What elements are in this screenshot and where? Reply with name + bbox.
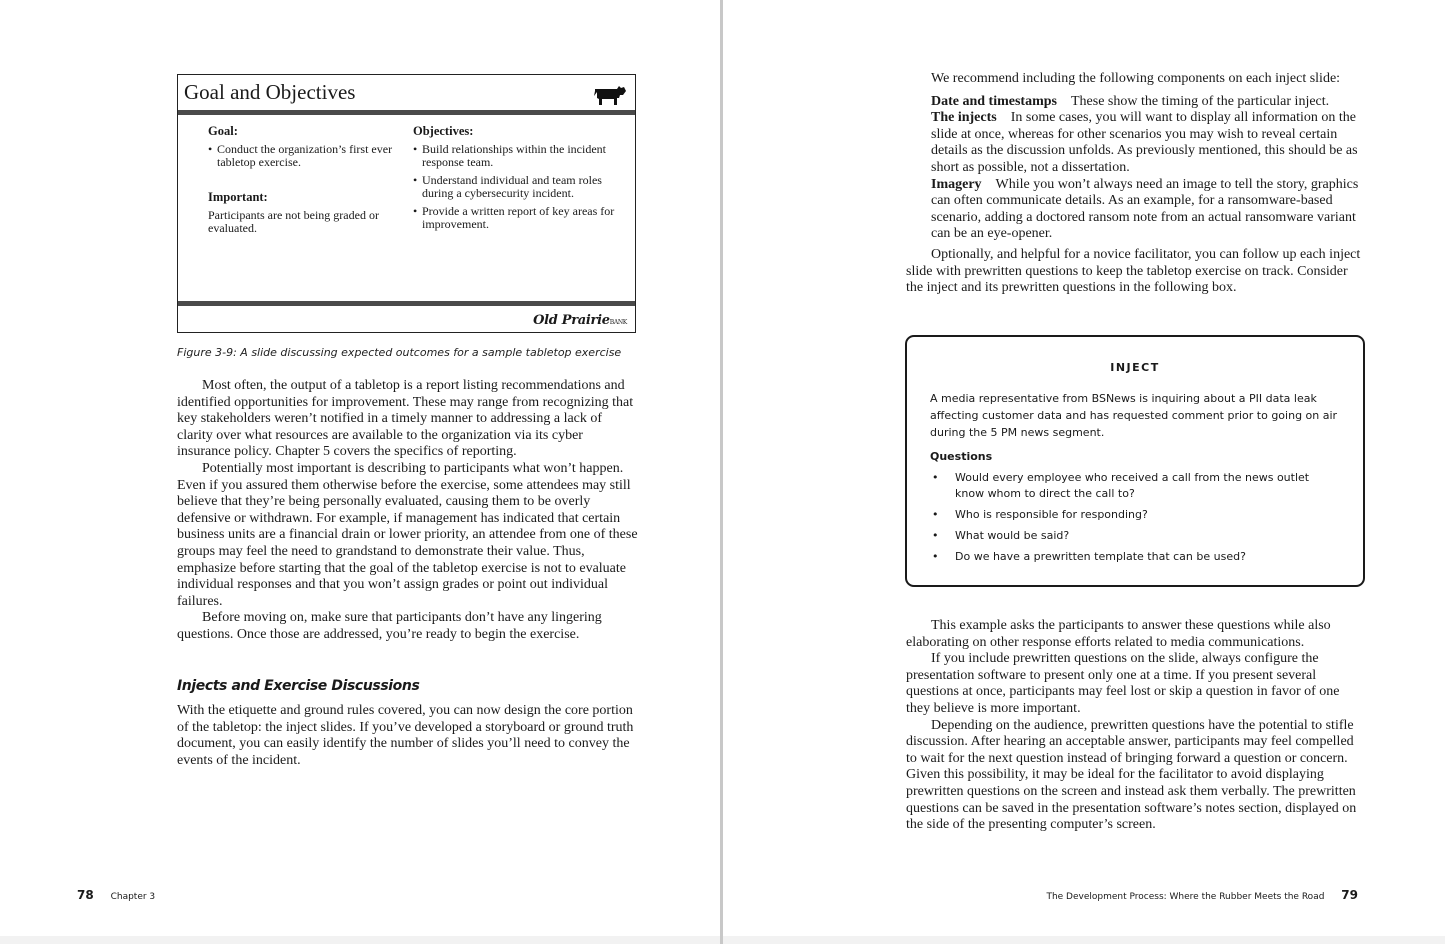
objective-item: • Build relationships within the incident response team. [413,143,623,169]
paragraph: Depending on the audience, prewritten questions have the potential to stifle discussion. After hearing an acceptable answer, participants may feel compelled to wait for the next question instead of bringing forward a question or concern. Given this possibility, it may be ideal for the facilitator to avoid displaying prewritten questions on the screen and instead ask them verbally. The prewritten questions can be saved in the presentation software’s notes section, displayed on the side of the presenting computer’s screen. [906,717,1357,833]
paragraph: Before moving on, make sure that participants don’t have any lingering questions. Once those are addressed, you’re ready to begin the exercise. [177,610,602,642]
paragraph: Potentially most important is describing to participants what won’t happen. Even if you assured them otherwise before the exercise, some attendees may still believe that they’re being personally evaluated, causing them to be overly defensive or withdrawn. For example, if management has indicated that certain business units are a financial drain or lower priority, an attendee from one of these groups may feel the need to grandstand to demonstrate their value. Thus, emphasize before starting that the goal of the tabletop exercise is not to evaluate individual responses and that you won’t assign grades or point out individual failures. [177,460,638,609]
section-body-text [177,703,639,769]
component-imagery [906,177,1366,243]
paragraph: Most often, the output of a tabletop is a report listing recommendations and identified opportunities for improvement. These may range from recognizing that key stakeholders weren’t notified in a timely manner to addressing a lack of clarity over what resources are available to the organization via its cyber insurance policy. Chapter 5 covers the specifics of reporting. [177,378,634,460]
component-text: While you won’t always need an image to tell the story, graphics can often communicate details. As an example, for a ransomware-based scenario, adding a doctored ransom note from an actual ransomware variant can be an eye-opener. [931,176,1359,242]
goal-item: • Conduct the organization’s first ever tabletop exercise. [208,143,398,169]
important-text: Participants are not being graded or evaluated. [208,208,379,235]
section-heading: Injects and Exercise Discussions [177,678,420,694]
slide-title: Goal and Objectives [184,80,356,104]
paragraph: This example asks the participants to answer these questions while also elaborating on other response efforts related to media communications. [906,618,1331,650]
component-term: Imagery [931,176,982,192]
figure-caption: Figure 3-9: A slide discussing expected outcomes for a sample tabletop exercise [177,346,622,359]
figure-slide [177,74,636,333]
page-shadow [723,936,1445,944]
important-heading: Important: [208,190,268,204]
question-item: • What would be said? [930,528,1340,544]
objectives-column [413,125,623,236]
paragraph: With the etiquette and ground rules covered, you can now design the core portion of the tabletop: the inject slides. If you’ve developed a storyboard or ground truth document, you can easily identify the number of slides you’ll need to convey the events of the incident. [177,703,634,768]
objective-item: • Understand individual and team roles during a cybersecurity incident. [413,174,623,200]
question-item: • Who is responsible for responding? [930,507,1340,523]
left-body-text [177,378,639,644]
page-number: 78 [77,888,94,902]
right-body-text [906,71,1366,297]
questions-list [930,470,1340,570]
page-shadow [0,936,720,944]
slide-divider-bottom [178,301,635,306]
right-body-text-2 [906,618,1366,834]
objective-item: • Provide a written report of key areas for improvement. [413,205,623,231]
component-term: Date and timestamps [931,93,1057,109]
slide-divider-top [178,110,635,115]
paragraph: Optionally, and helpful for a novice facilitator, you can follow up each inject slide with prewritten questions to keep the tabletop exercise on track. Consider the inject and its prewritten questions in the following box. [906,246,1361,296]
left-page [0,0,720,944]
question-item: • Would every employee who received a call from the news outlet know whom to direct the call to? [930,470,1340,502]
paragraph: We recommend including the following components on each inject slide: [931,71,1341,86]
chapter-title-label: The Development Process: Where the Rubber Meets the Road [1046,892,1325,902]
right-page [723,0,1445,944]
questions-heading: Questions [930,450,993,463]
bank-logo: Old PrairieBANK [533,313,627,328]
goal-column [208,125,398,235]
component-injects [906,110,1366,176]
component-text: These show the timing of the particular inject. [1071,93,1330,109]
component-date [906,94,1366,111]
question-item: • Do we have a prewritten template that can be used? [930,549,1340,565]
goal-heading: Goal: [208,124,238,138]
inject-title: INJECT [1110,361,1160,374]
inject-text: A media representative from BSNews is inquiring about a PII data leak affecting customer data and has requested comment prior to going on air during the 5 PM news segment. [930,392,1338,439]
component-term: The injects [931,110,997,126]
right-footer [1046,888,1358,902]
paragraph: If you include prewritten questions on the slide, always configure the presentation software to present only one at a time. If you present several questions at once, participants may feel lost or skip a question in favor of one they believe is more important. [906,651,1340,716]
chapter-label: Chapter 3 [110,892,156,902]
inject-box [905,335,1365,587]
left-footer [77,888,155,902]
component-text: In some cases, you will want to display all information on the slide at once, whereas for other scenarios you may wish to reveal certain details as the discussion unfolds. As previously mentioned, this should be as short as possible, not a dissertation. [931,110,1358,175]
cow-icon [593,83,627,107]
page-number: 79 [1341,888,1358,902]
objectives-heading: Objectives: [413,124,474,138]
